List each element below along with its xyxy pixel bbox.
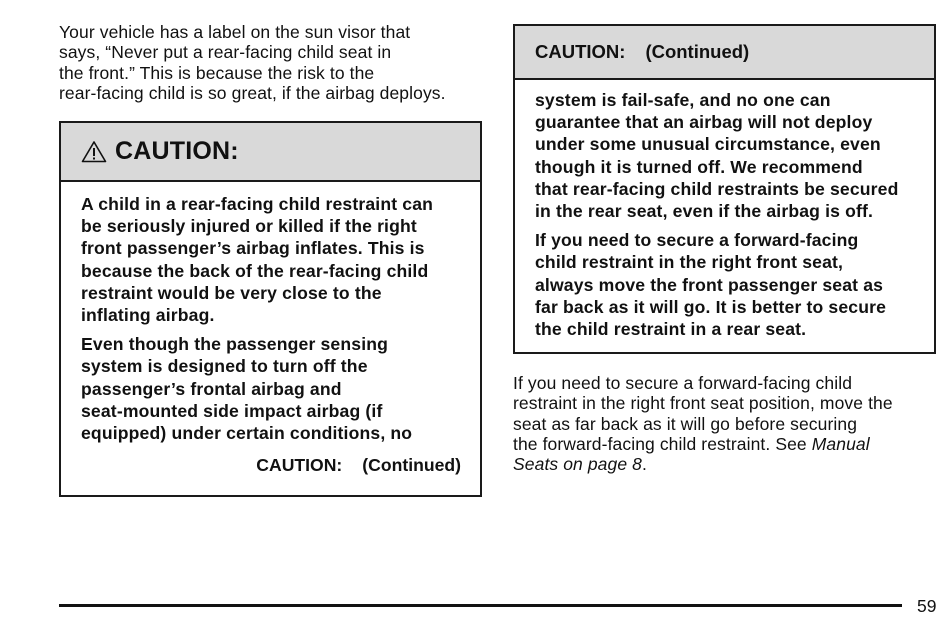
caution-title: CAUTION: (115, 137, 239, 165)
text-line: system is designed to turn off the (81, 356, 368, 377)
caution-box (59, 121, 482, 497)
text-line: always move the front passenger seat as (535, 274, 884, 295)
text-line: be seriously injured or killed if the right (81, 216, 417, 237)
text-line: system is fail-safe, and no one can (535, 90, 831, 110)
text-line: far back as it will go. It is better to secure (535, 296, 887, 317)
text-line: restraint would be very close to the (81, 282, 382, 303)
cross-reference-link[interactable]: Seats on page 8 (513, 454, 642, 475)
text-line (513, 434, 893, 454)
text-line: restraint in the right front seat position, move the (513, 393, 893, 414)
text-line: front passenger’s airbag inflates. This is (81, 238, 425, 259)
continued-suffix-text: (Continued) (645, 41, 750, 62)
text-line: child restraint in the right front seat, (535, 252, 844, 273)
text-line: rear-facing child is so great, if the airbag deploys. (59, 82, 446, 103)
text-line: says, “Never put a rear-facing child seat in (59, 42, 392, 63)
text-line: seat as far back as it will go before securing (513, 413, 858, 434)
text-fragment: the forward-facing child restraint. See (513, 433, 812, 454)
text-line: in the rear seat, even if the airbag is off. (535, 201, 874, 222)
page-number: 59 (917, 596, 937, 616)
footer-rule (59, 604, 902, 607)
text-line: though it is turned off. We recommend (535, 156, 863, 177)
warning-triangle-icon (81, 140, 107, 163)
text-line: If you need to secure a forward-facing child (513, 373, 853, 393)
text-line: the front.” This is because the risk to the (59, 62, 375, 83)
text-line: If you need to secure a forward-facing (535, 230, 859, 251)
continued-suffix-text: (Continued) (362, 455, 461, 475)
caution-continued-label (256, 455, 461, 476)
intro-paragraph (59, 22, 446, 103)
text-line: seat-mounted side impact airbag (if (81, 400, 383, 421)
continued-caution-text: CAUTION: (256, 455, 343, 475)
text-line: A child in a rear-facing child restraint can (81, 194, 434, 214)
text-line: that rear-facing child restraints be secured (535, 178, 899, 199)
text-line: passenger’s frontal airbag and (81, 378, 342, 399)
text-line: Even though the passenger sensing (81, 334, 389, 355)
text-line: the child restraint in a rear seat. (535, 319, 807, 340)
caution-continued-header (515, 26, 934, 80)
text-line: inflating airbag. (81, 305, 215, 326)
caution-body (81, 193, 433, 444)
cross-reference-link[interactable]: Manual (811, 433, 870, 454)
text-line: under some unusual circumstance, even (535, 134, 881, 155)
text-line: Your vehicle has a label on the sun visor that (59, 22, 411, 42)
text-line: because the back of the rear-facing child (81, 260, 429, 281)
caution-header (61, 123, 480, 182)
continued-caution-text: CAUTION: (535, 41, 626, 62)
text-line (513, 454, 893, 474)
caution-body (535, 89, 898, 340)
outro-paragraph (513, 373, 893, 474)
text-line: equipped) under certain conditions, no (81, 423, 413, 444)
text-fragment: . (641, 454, 647, 475)
caution-box-continued (513, 24, 936, 354)
text-line: guarantee that an airbag will not deploy (535, 112, 873, 133)
